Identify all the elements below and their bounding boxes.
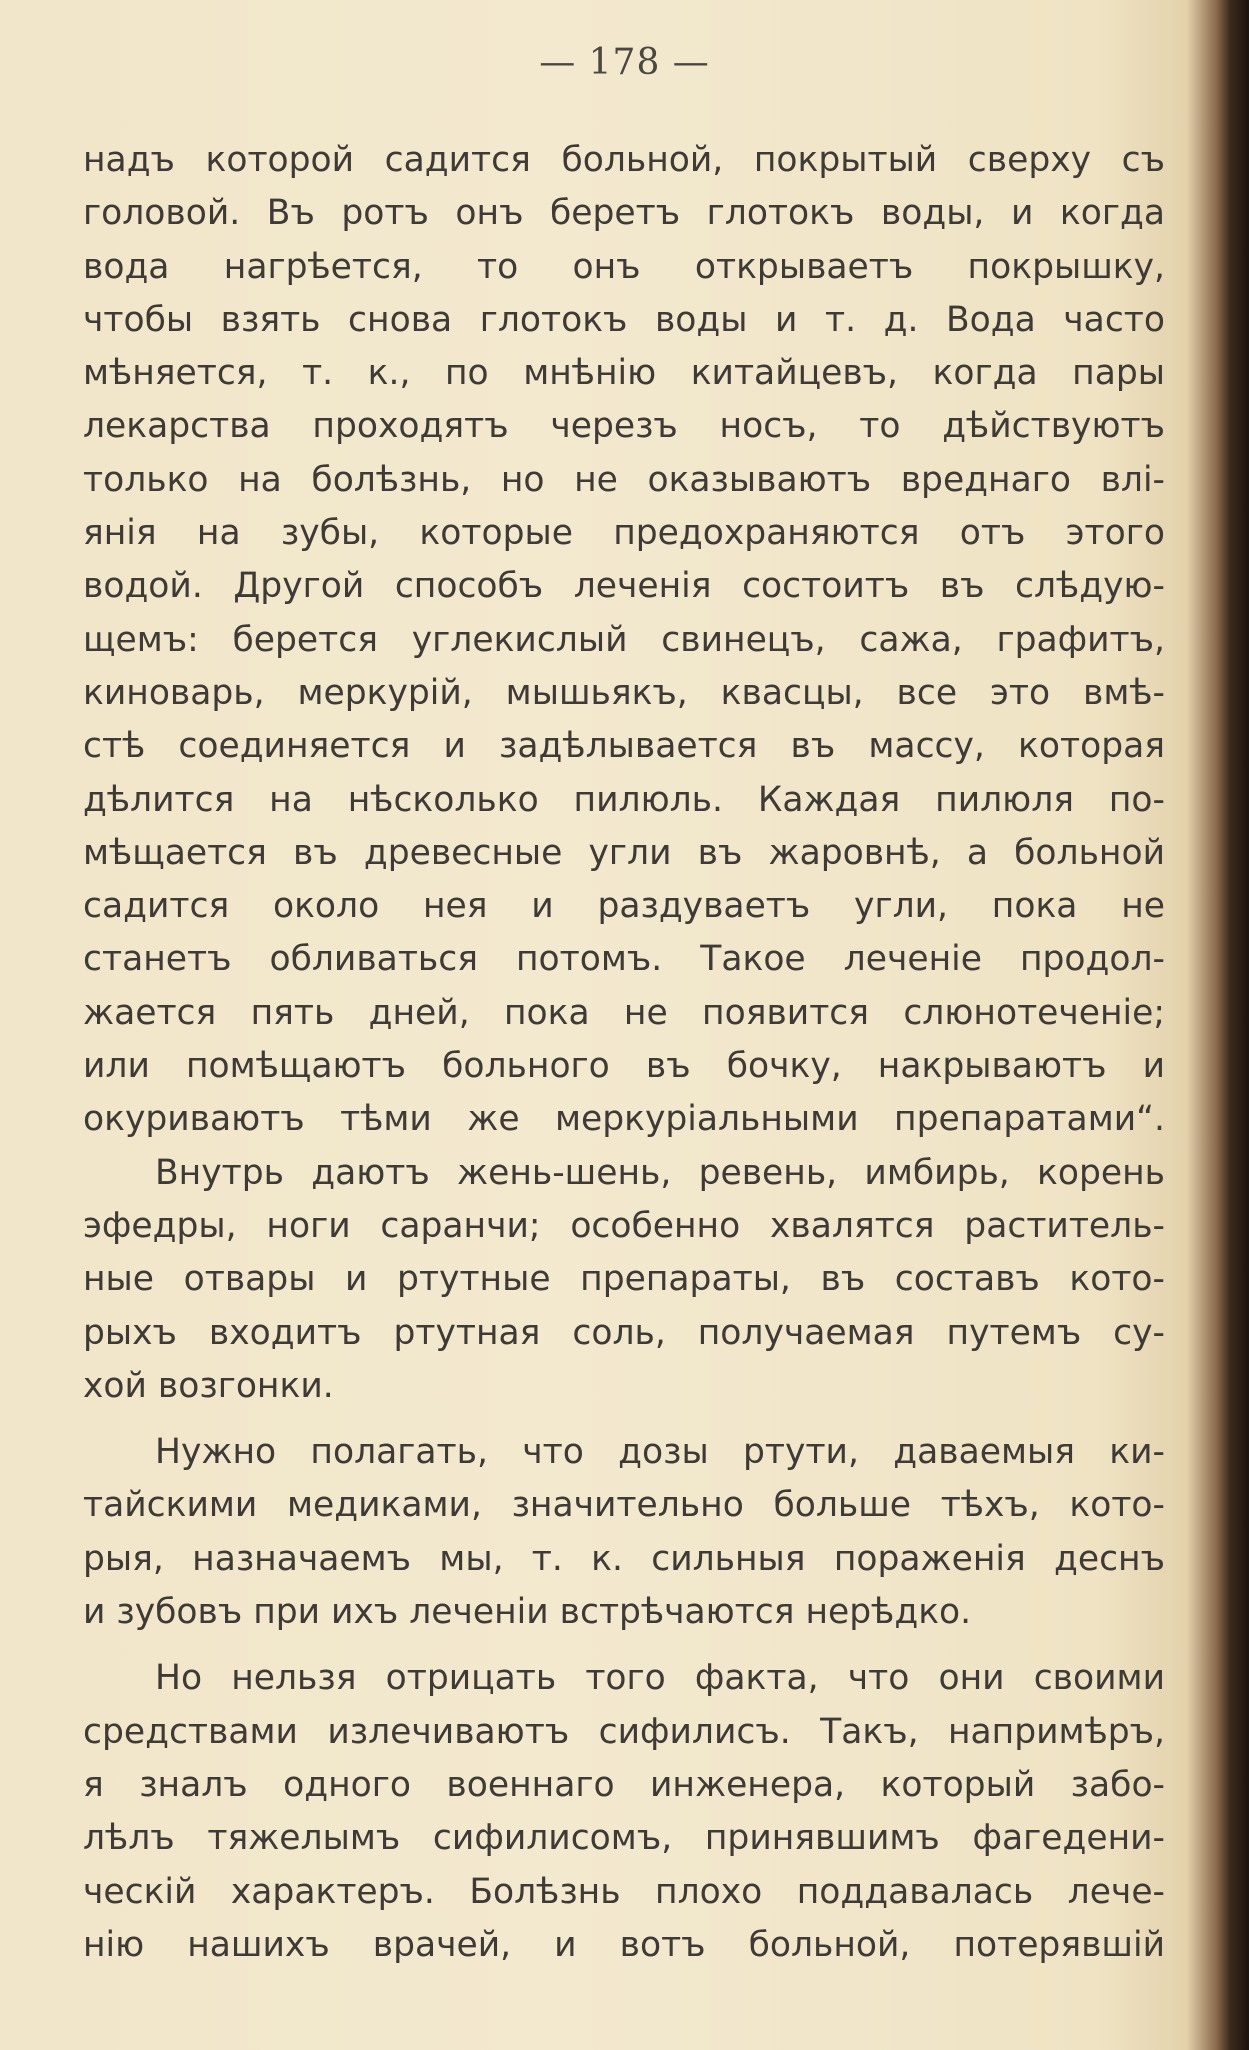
paragraph-start-line: Нужно полагать, что дозы ртути, даваемыя ки- [155,1432,1165,1473]
text-line: головой. Въ ротъ онъ беретъ глотокъ воды, и когда [83,193,1165,234]
text-line: чтобы взять снова глотокъ воды и т. д. Вода часто [83,299,1165,340]
text-line: стѣ соединяется и задѣлывается въ массу, которая [83,726,1165,767]
text-line: ные отвары и ртутные препараты, въ составъ кото- [83,1259,1165,1300]
text-line: или помѣщаютъ больного въ бочку, накрываютъ и [83,1046,1165,1087]
text-line: только на болѣзнь, но не оказываютъ вреднаго влі- [83,459,1165,500]
text-line: рыхъ входитъ ртутная соль, получаемая путемъ су- [83,1312,1165,1353]
text-line: щемъ: берется углекислый свинецъ, сажа, графитъ, [83,619,1165,660]
text-line: садится около нея и раздуваетъ угли, пока не [83,886,1165,927]
paragraph-gap [83,1413,1165,1426]
text-line: станетъ обливаться потомъ. Такое леченіе продол- [83,939,1165,980]
text-line: мѣняется, т. к., по мнѣнію китайцевъ, когда пары [83,353,1165,394]
text-line: средствами излечиваютъ сифилисъ. Такъ, напримѣръ, [83,1711,1165,1752]
text-line: вода нагрѣется, то онъ открываетъ покрышку, [83,246,1165,287]
text-line: жается пять дней, пока не появится слюнотеченіе; [83,992,1165,1033]
text-line: дѣлится на нѣсколько пилюль. Каждая пилюля по- [83,779,1165,820]
text-line: янія на зубы, которые предохраняются отъ этого [83,513,1165,554]
paragraph-start-line: Внутрь даютъ жень-шень, ревень, имбирь, корень [155,1152,1165,1193]
text-line: окуриваютъ тѣми же меркуріальными препаратами“. [83,1099,1165,1140]
paragraph-end-line: и зубовъ при ихъ леченіи встрѣчаются нерѣдко. [83,1592,972,1633]
text-line: тайскими медиками, значительно больше тѣхъ, кото- [83,1485,1165,1526]
text-line: киноварь, меркурій, мышьякъ, квасцы, все это вмѣ- [83,672,1165,713]
body-text [83,134,1165,1972]
paragraph-start-line: Но нельзя отрицать того факта, что они своими [155,1658,1165,1699]
text-line: лѣлъ тяжелымъ сифилисомъ, принявшимъ фагедени- [83,1818,1165,1859]
text-line: лекарства проходятъ черезъ носъ, то дѣйствуютъ [83,406,1165,447]
text-line: нію нашихъ врачей, и вотъ больной, потерявшій [83,1924,1165,1965]
text-line: рыя, назначаемъ мы, т. к. сильныя пораженія деснъ [83,1538,1165,1579]
text-line: ческій характеръ. Болѣзнь плохо поддавалась лече- [83,1871,1165,1912]
text-line: эфедры, ноги саранчи; особенно хвалятся раститель- [83,1205,1165,1246]
page-number: — 178 — [539,42,710,83]
text-line: я зналъ одного военнаго инженера, который забо- [83,1764,1165,1805]
paragraph-gap [83,1639,1165,1652]
paragraph-end-line: хой возгонки. [83,1365,334,1406]
text-line: водой. Другой способъ леченія состоитъ въ слѣдую- [83,566,1165,607]
text-line: надъ которой садится больной, покрытый сверху съ [83,140,1165,180]
text-line: мѣщается въ древесные угли въ жаровнѣ, а больной [83,832,1165,873]
